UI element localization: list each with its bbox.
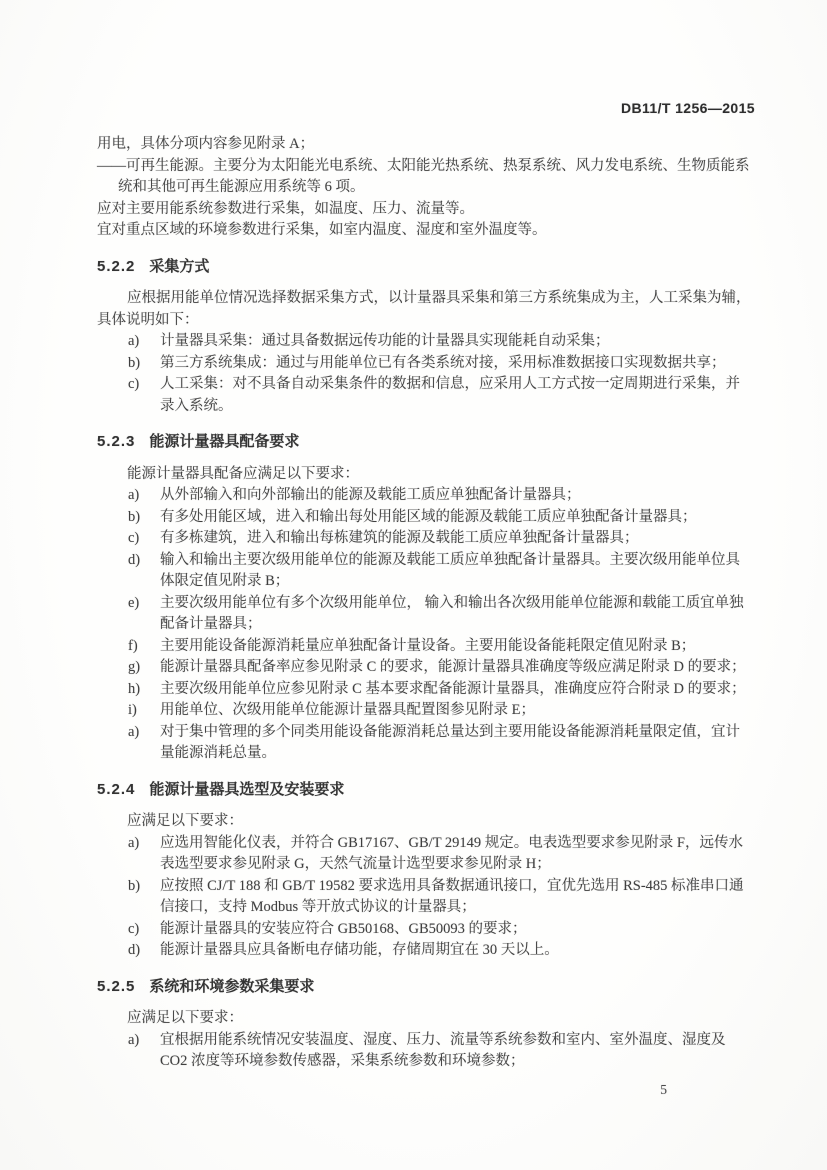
list-item-label: d) xyxy=(128,551,141,568)
list-item-label: d) xyxy=(128,942,141,958)
carryover-line: 用电，具体分项内容参见附录 A； xyxy=(97,136,315,152)
section-lead: 能源计量器具配备应满足以下要求： xyxy=(127,465,359,482)
intro-paragraph: 宜对重点区域的环境参数进行采集，如室内温度、湿度和室外温度等。 xyxy=(97,222,547,238)
intro-paragraph: 应对主要用能系统参数进行采集，如温度、压力、流量等。 xyxy=(97,200,474,217)
section-lead: 应满足以下要求： xyxy=(127,813,243,829)
section-title: 采集方式 xyxy=(149,257,210,275)
list-item-text: 从外部输入和向外部输出的能源及载能工质应单独配备计量器具； xyxy=(160,487,581,503)
list-item-text: 人工采集：对不具备自动采集条件的数据和信息，应采用人工方式按一定周期进行采集，并录入系统。 xyxy=(160,376,740,414)
section-heading-5-2-2 xyxy=(97,256,757,278)
list-item xyxy=(128,657,757,679)
list-item-text: 有多栋建筑，进入和输出每栋建筑的能源及载能工质应单独配备计量器具； xyxy=(160,530,639,546)
list-item xyxy=(128,940,757,962)
list-item xyxy=(128,722,757,765)
list-item xyxy=(128,485,757,507)
list-item-text: 宜根据用能系统情况安装温度、湿度、压力、流量等系统参数和室内、室外温度、湿度及 CO2 浓度等环境参数传感器，采集系统参数和环境参数； xyxy=(160,1031,726,1069)
list-item-label: c) xyxy=(128,530,140,546)
list-item-label: a) xyxy=(128,333,140,349)
list-item-label: a) xyxy=(128,723,140,740)
list-item xyxy=(128,679,757,701)
list-item-text: 第三方系统集成：通过与用能单位已有各类系统对接，采用标准数据接口实现数据共享； xyxy=(160,354,726,371)
section-title: 系统和环境参数采集要求 xyxy=(149,977,315,995)
list-item-label: b) xyxy=(128,354,141,371)
list-item-label: c) xyxy=(128,920,140,937)
list-item-text: 用能单位、次级用能单位能源计量器具配置图参见附录 E； xyxy=(160,702,535,718)
list-item-text: 有多处用能区域，进入和输出每处用能区域的能源及载能工质应单独配备计量器具； xyxy=(160,508,697,525)
section-lead: 应满足以下要求： xyxy=(127,1010,243,1026)
section-number: 5.2.5 xyxy=(97,977,136,995)
list-item-label: b) xyxy=(128,508,141,525)
list-item-label: g) xyxy=(128,659,141,675)
list-item-label: a) xyxy=(128,487,140,503)
document-content xyxy=(97,0,757,1100)
list-item-label: h) xyxy=(128,680,141,697)
list-item xyxy=(128,833,757,876)
list-item xyxy=(128,528,757,550)
dash-list-item: ——可再生能源。主要分为太阳能光电系统、太阳能光热系统、热泵系统、风力发电系统、生物质能系统和其他可再生能源应用系统等 6 项。 xyxy=(97,157,750,195)
list-item-label: b) xyxy=(128,877,141,894)
list-item xyxy=(128,593,757,636)
list-item xyxy=(128,374,757,417)
list-item-label: i) xyxy=(128,702,137,718)
section-heading-5-2-5 xyxy=(97,976,757,998)
list-item-text: 能源计量器具的安装应符合 GB50168、GB50093 的要求； xyxy=(160,920,527,937)
list-item xyxy=(128,331,757,353)
list-item xyxy=(128,700,757,722)
list-item-text: 应选用智能化仪表，并符合 GB17167、GB/T 29149 规定。电表选型要求参见附录 F，远传水表选型要求参见附录 G，天然气流量计选型要求参见附录 H； xyxy=(160,834,743,872)
list-item xyxy=(128,876,757,919)
list-item-text: 主要次级用能单位应参见附录 C 基本要求配备能源计量器具，准确度应符合附录 D 的要求； xyxy=(160,680,746,697)
section-number: 5.2.3 xyxy=(97,433,136,450)
list-item-label: e) xyxy=(128,594,140,611)
list-item xyxy=(128,550,757,593)
section-title: 能源计量器具选型及安装要求 xyxy=(149,780,345,798)
list-item-text: 输入和输出主要次级用能单位的能源及载能工质应单独配备计量器具。主要次级用能单位具体限定值见附录 B； xyxy=(160,551,740,589)
section-number: 5.2.4 xyxy=(97,780,136,798)
list-item-label: a) xyxy=(128,1031,140,1048)
list-item-label: f) xyxy=(128,637,138,654)
list-item-text: 主要用能设备能源消耗量应单独配备计量设备。主要用能设备能耗限定值见附录 B； xyxy=(160,637,696,654)
list-item xyxy=(128,636,757,658)
section-lead: 应根据用能单位情况选择数据采集方式，以计量器具采集和第三方系统集成为主，人工采集为辅，具体说明如下： xyxy=(97,290,751,328)
list-item-text: 能源计量器具应具备断电存储功能，存储周期宜在 30 天以上。 xyxy=(160,942,559,958)
section-number: 5.2.2 xyxy=(97,257,136,275)
section-heading-5-2-3 xyxy=(97,431,757,453)
list-item xyxy=(128,353,757,375)
section-heading-5-2-4 xyxy=(97,779,757,801)
list-item-text: 应按照 CJ/T 188 和 GB/T 19582 要求选用具备数据通讯接口，宜优先选用 RS-485 标准串口通信接口，支持 Modbus 等开放式协议的计量器具； xyxy=(160,877,744,915)
list-item-text: 主要次级用能单位有多个次级用能单位， 输入和输出各次级用能单位能源和载能工质宜单独配备计量器具； xyxy=(160,594,744,632)
list-item-text: 计量器具采集：通过具备数据远传功能的计量器具实现能耗自动采集； xyxy=(160,333,610,349)
section-title: 能源计量器具配备要求 xyxy=(149,433,300,450)
doc-code-header: DB11/T 1256—2015 xyxy=(620,100,755,116)
list-item-text: 能源计量器具配备率应参见附录 C 的要求，能源计量器具准确度等级应满足附录 D 的要求； xyxy=(160,659,746,675)
list-item-label: c) xyxy=(128,376,140,392)
list-item-text: 对于集中管理的多个同类用能设备能源消耗总量达到主要用能设备能源消耗量限定值，宜计量能源消耗总量。 xyxy=(160,723,740,761)
list-item-label: a) xyxy=(128,834,140,851)
list-item xyxy=(128,1030,757,1073)
list-item xyxy=(128,507,757,529)
page-number: 5 xyxy=(660,1081,667,1097)
list-item xyxy=(128,919,757,941)
